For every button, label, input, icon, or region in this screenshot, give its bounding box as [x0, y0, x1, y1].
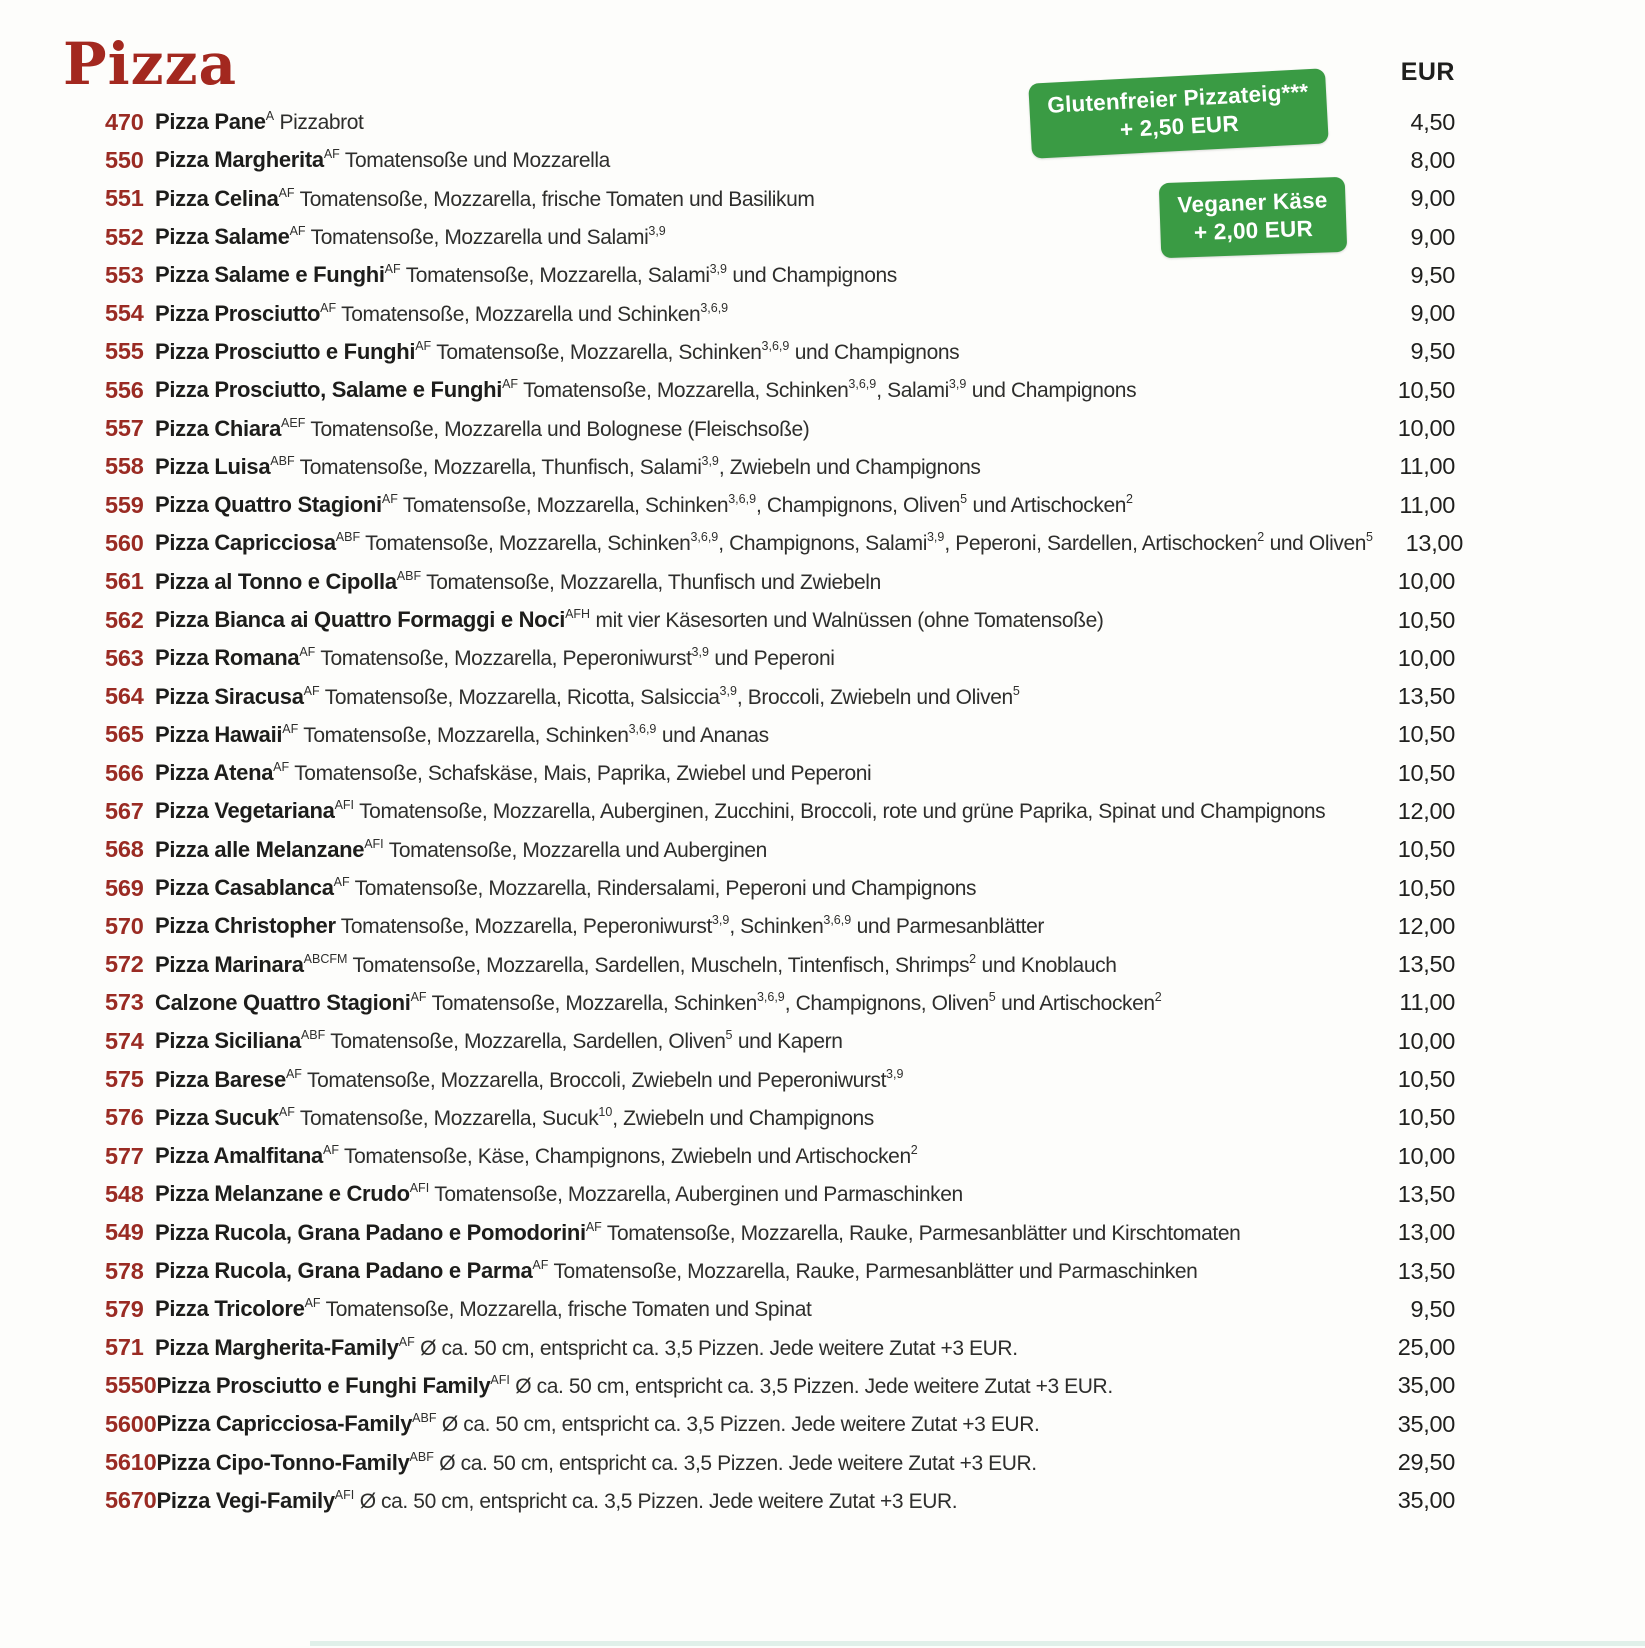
item-text	[155, 1143, 1365, 1169]
additive-code: 5	[988, 989, 996, 1004]
allergen-code: ABF	[409, 1449, 434, 1464]
item-name: Pizza Capricciosa-Family	[156, 1411, 413, 1437]
allergen-code: AF	[410, 989, 427, 1004]
item-name: Pizza Casablanca	[155, 875, 334, 901]
item-number: 570	[105, 912, 144, 939]
additive-code: 2	[1126, 492, 1133, 507]
item-name: Calzone Quattro Stagioni	[155, 989, 411, 1015]
item-text	[156, 1488, 1365, 1514]
menu-item-row	[105, 1060, 1455, 1098]
menu-item-row	[105, 103, 1455, 141]
menu-item-row	[105, 563, 1455, 601]
item-description: Tomatensoße, Mozzarella und Schinken$^{3,6,9}$	[341, 300, 729, 326]
item-description: Tomatensoße, Mozzarella, frische Tomaten und Spinat	[325, 1298, 812, 1322]
item-text	[155, 262, 1365, 288]
additive-code: 3,6,9	[848, 377, 877, 392]
item-price: 9,00	[1410, 185, 1455, 212]
allergen-code: AF	[282, 721, 299, 736]
item-text	[156, 1373, 1365, 1399]
item-name: Pizza Rucola, Grana Padano e Parma	[155, 1258, 533, 1284]
item-text	[155, 339, 1365, 365]
item-name: Pizza Vegetariana	[155, 798, 335, 824]
menu-item-row	[105, 180, 1455, 218]
additive-code: 3,9	[648, 224, 666, 239]
item-price: 35,00	[1397, 1487, 1455, 1514]
item-name: Pizza Amalfitana	[155, 1143, 323, 1169]
item-description: Tomatensoße, Schafskäse, Mais, Paprika, Zwiebel und Peperoni	[294, 762, 872, 786]
item-name: Pizza Vegi-Family	[156, 1487, 335, 1513]
additive-code: 3,6,9	[728, 492, 757, 507]
menu-item-row	[105, 141, 1455, 179]
additive-code: 2	[910, 1143, 918, 1158]
item-description: Tomatensoße, Mozzarella, Sucuk$^{10}$, Zwiebeln und Champignons	[299, 1104, 874, 1130]
item-number: 549	[105, 1219, 144, 1246]
item-price: 13,50	[1397, 1257, 1455, 1284]
item-text	[155, 645, 1365, 671]
item-text	[155, 837, 1365, 863]
item-name: Pizza Hawaii	[155, 721, 283, 747]
item-price: 10,50	[1397, 721, 1455, 748]
menu-item-row	[105, 1367, 1455, 1405]
menu-item-row	[105, 1022, 1455, 1060]
allergen-code: AFI	[334, 798, 355, 813]
currency-column-header: EUR	[1400, 58, 1455, 86]
additive-code: 5	[1366, 530, 1373, 545]
additive-code: 3,9	[711, 913, 730, 928]
menu-item-row	[105, 1405, 1455, 1443]
item-description: Tomatensoße, Mozzarella, Schinken$^{3,6,9}$ und Ananas	[303, 721, 769, 747]
item-text	[155, 454, 1365, 480]
item-number: 574	[105, 1027, 144, 1054]
allergen-code: AFI	[490, 1372, 510, 1387]
additive-code: 3,9	[701, 453, 719, 468]
additive-code: 3,6,9	[823, 913, 852, 928]
item-price: 13,50	[1397, 683, 1455, 710]
allergen-code: A	[265, 109, 275, 124]
item-number: 554	[105, 300, 144, 327]
item-text	[155, 224, 1365, 250]
additive-code: 3,6,9	[700, 300, 729, 315]
menu-item-row	[105, 409, 1455, 447]
allergen-code: AF	[398, 1334, 415, 1349]
additive-code: 3,9	[886, 1066, 904, 1081]
item-text	[156, 1411, 1365, 1437]
allergen-code: AF	[323, 1143, 339, 1158]
item-description: Tomatensoße, Mozzarella, Auberginen und Parmaschinken	[434, 1183, 963, 1207]
additive-code: 3,6,9	[761, 338, 790, 353]
item-number: 569	[105, 874, 144, 901]
page-title: Pizza	[63, 30, 238, 98]
allergen-code: AFI	[334, 1487, 355, 1502]
item-price: 13,00	[1405, 529, 1463, 556]
menu-item-row	[105, 1290, 1455, 1328]
item-price: 8,00	[1410, 146, 1455, 173]
item-number: 577	[105, 1142, 144, 1169]
item-name: Pizza Capricciosa	[155, 530, 336, 556]
additive-code: 3,9	[719, 683, 737, 698]
item-name: Pizza Barese	[155, 1066, 286, 1092]
item-number: 576	[105, 1104, 144, 1131]
allergen-code: AF	[532, 1258, 549, 1273]
item-text	[155, 1258, 1365, 1284]
item-price: 11,00	[1399, 989, 1455, 1016]
menu-item-row	[105, 1137, 1455, 1175]
item-description: Tomatensoße, Mozzarella und Salami$^{3,9}$	[310, 224, 666, 250]
item-text	[155, 875, 1365, 901]
item-name: Pizza Pane	[155, 109, 266, 135]
item-price: 9,50	[1410, 338, 1455, 365]
item-name: Pizza Rucola, Grana Padano e Pomodorini	[155, 1219, 586, 1245]
menu-item-row	[105, 754, 1455, 792]
item-number: 562	[105, 606, 144, 633]
item-price: 10,50	[1397, 874, 1455, 901]
item-text	[155, 1028, 1365, 1054]
item-text	[155, 798, 1365, 824]
item-description: Tomatensoße, Mozzarella, Rauke, Parmesanblätter und Kirschtomaten	[606, 1221, 1241, 1245]
item-number: 563	[105, 644, 144, 671]
item-number: 579	[105, 1295, 144, 1322]
item-price: 10,00	[1397, 1142, 1455, 1169]
menu-item-row	[105, 907, 1455, 945]
item-description: Tomatensoße, Mozzarella und Auberginen	[388, 838, 767, 862]
item-price: 9,50	[1410, 1295, 1455, 1322]
item-price: 10,50	[1397, 376, 1455, 403]
item-price: 10,50	[1397, 836, 1455, 863]
menu-item-row	[105, 1252, 1455, 1290]
allergen-code: ABF	[396, 568, 422, 583]
item-text	[155, 416, 1365, 442]
menu-item-row	[105, 869, 1455, 907]
item-text	[155, 607, 1365, 633]
additive-code: 5	[1012, 683, 1020, 698]
item-text	[155, 569, 1365, 595]
menu-item-row	[105, 792, 1455, 830]
item-price: 9,00	[1410, 300, 1455, 327]
item-description: Tomatensoße, Mozzarella, Salami$^{3,9}$ und Champignons	[405, 262, 897, 288]
item-description: Tomatensoße, Mozzarella, Peperoniwurst$^{3,9}$ und Peperoni	[320, 645, 835, 671]
item-description: Tomatensoße, Mozzarella, Ricotta, Salsiccia$^{3,9}$, Broccoli, Zwiebeln und Oliven$^5$	[324, 683, 1020, 709]
item-number: 548	[105, 1180, 144, 1207]
menu-item-row	[105, 333, 1455, 371]
item-price: 10,00	[1397, 415, 1455, 442]
allergen-code: AF	[585, 1219, 602, 1234]
item-text	[155, 530, 1373, 556]
item-name: Pizza al Tonno e Cipolla	[155, 568, 397, 594]
item-price: 29,50	[1397, 1449, 1455, 1476]
item-number: 578	[105, 1257, 144, 1284]
item-text	[155, 913, 1365, 939]
menu-item-row	[105, 677, 1455, 715]
item-text	[155, 1105, 1365, 1131]
item-description: Ø ca. 50 cm, entspricht ca. 3,5 Pizzen. Jede weitere Zutat +3 EUR.	[420, 1336, 1018, 1360]
item-text	[155, 990, 1365, 1016]
item-description: Ø ca. 50 cm, entspricht ca. 3,5 Pizzen. Jede weitere Zutat +3 EUR.	[441, 1413, 1040, 1437]
additive-code: 5	[960, 492, 968, 507]
allergen-code: ABF	[300, 1028, 326, 1043]
additive-code: 3,9	[691, 645, 709, 660]
menu-item-row	[105, 294, 1455, 332]
item-text	[155, 722, 1365, 748]
item-text	[156, 1450, 1365, 1476]
item-price: 12,00	[1397, 912, 1455, 939]
item-text	[155, 952, 1365, 978]
item-description: Pizzabrot	[279, 111, 364, 135]
menu-item-row	[105, 256, 1455, 294]
item-number: 550	[105, 146, 144, 173]
item-description: Tomatensoße, Mozzarella, frische Tomaten und Basilikum	[299, 187, 815, 211]
item-name: Pizza Luisa	[155, 453, 271, 479]
item-name: Pizza Salame e Funghi	[155, 262, 385, 288]
item-text	[155, 1181, 1365, 1207]
scan-edge-artifact	[310, 1641, 1645, 1646]
item-name: Pizza Christopher	[155, 913, 336, 939]
item-description: Tomatensoße, Käse, Champignons, Zwiebeln und Artischocken$^2$	[344, 1143, 918, 1169]
menu-item-row	[105, 984, 1455, 1022]
item-name: Pizza Celina	[155, 185, 279, 211]
item-price: 13,50	[1397, 951, 1455, 978]
item-number: 5670	[105, 1487, 157, 1514]
item-description: Tomatensoße, Mozzarella, Auberginen, Zucchini, Broccoli, rote und grüne Paprika, Spinat und Champignons	[359, 800, 1326, 824]
item-description: Tomatensoße, Mozzarella, Thunfisch, Salami$^{3,9}$, Zwiebeln und Champignons	[299, 453, 981, 479]
item-price: 35,00	[1397, 1372, 1455, 1399]
item-number: 566	[105, 759, 144, 786]
item-description: Tomatensoße, Mozzarella, Rauke, Parmesanblätter und Parmaschinken	[553, 1260, 1198, 1284]
item-name: Pizza Tricolore	[155, 1296, 305, 1322]
badge-line: Veganer Käse	[1177, 187, 1328, 218]
item-text	[155, 1067, 1365, 1093]
item-name: Pizza Margherita	[155, 147, 324, 173]
menu-item-row	[105, 1443, 1455, 1481]
item-text	[155, 377, 1365, 403]
item-number: 551	[105, 185, 144, 212]
menu-item-row	[105, 1214, 1455, 1252]
item-number: 561	[105, 568, 144, 595]
item-price: 10,00	[1397, 644, 1455, 671]
item-description: Tomatensoße, Mozzarella, Rindersalami, Peperoni und Champignons	[354, 877, 977, 901]
item-price: 10,00	[1397, 1027, 1455, 1054]
item-name: Pizza Bianca ai Quattro Formaggi e Noci	[155, 607, 566, 632]
item-description: Tomatensoße, Mozzarella, Sardellen, Muscheln, Tintenfisch, Shrimps$^2$ und Knoblauch	[352, 951, 1117, 977]
item-description: Tomatensoße, Mozzarella, Schinken$^{3,6,9}$, Champignons, Oliven$^5$ und Artischocken$^2$	[402, 492, 1133, 518]
item-name: Pizza Siracusa	[155, 683, 304, 709]
allergen-code: AFI	[364, 836, 384, 851]
item-description: Tomatensoße, Mozzarella, Schinken$^{3,6,9}$, Salami$^{3,9}$ und Champignons	[523, 377, 1137, 403]
menu-item-row	[105, 946, 1455, 984]
allergen-code: AF	[299, 645, 316, 660]
badge-line: + 2,00 EUR	[1193, 215, 1314, 246]
menu-item-row	[105, 831, 1455, 869]
allergen-code: AF	[333, 875, 350, 890]
item-price: 35,00	[1397, 1410, 1455, 1437]
allergen-code: AF	[278, 185, 295, 200]
item-number: 553	[105, 261, 144, 288]
item-description: Tomatensoße, Mozzarella und Bolognese (Fleischsoße)	[310, 417, 810, 441]
additive-code: 3,6,9	[756, 989, 785, 1004]
item-price: 9,50	[1410, 261, 1455, 288]
item-description: Ø ca. 50 cm, entspricht ca. 3,5 Pizzen. Jede weitere Zutat +3 EUR.	[515, 1374, 1113, 1398]
item-price: 11,00	[1399, 491, 1455, 518]
allergen-code: AFI	[409, 1181, 430, 1196]
item-text	[155, 1335, 1365, 1361]
menu-list	[105, 103, 1463, 1520]
item-number: 470	[105, 108, 144, 135]
additive-code: 2	[1257, 530, 1265, 545]
item-number: 564	[105, 683, 144, 710]
menu-item-row	[105, 1099, 1455, 1137]
item-name: Pizza Atena	[155, 760, 274, 786]
additive-code: 3,9	[948, 377, 967, 392]
menu-item-row	[105, 601, 1455, 639]
item-name: Pizza Marinara	[155, 951, 304, 977]
allergen-code: AF	[278, 1104, 295, 1119]
allergen-code: ABF	[335, 530, 361, 545]
item-text	[155, 760, 1365, 786]
item-name: Pizza Chiara	[155, 415, 282, 441]
menu-item-row	[105, 1482, 1455, 1520]
badge-line: + 2,50 EUR	[1119, 110, 1240, 143]
allergen-code: ABF	[412, 1411, 437, 1426]
item-number: 555	[105, 338, 144, 365]
allergen-code: AF	[320, 300, 337, 315]
item-number: 565	[105, 721, 144, 748]
item-price: 12,00	[1397, 797, 1455, 824]
item-name: Pizza Cipo-Tonno-Family	[156, 1449, 410, 1475]
item-price: 25,00	[1397, 1334, 1455, 1361]
item-description: Tomatensoße, Mozzarella, Thunfisch und Zwiebeln	[426, 570, 881, 594]
item-price: 10,50	[1397, 606, 1455, 633]
menu-item-row	[105, 371, 1455, 409]
allergen-code: AF	[273, 760, 290, 775]
item-price: 13,50	[1397, 1180, 1455, 1207]
item-description: Tomatensoße, Mozzarella, Broccoli, Zwiebeln und Peperoniwurst$^{3,9}$	[306, 1066, 904, 1092]
item-number: 552	[105, 223, 144, 250]
item-name: Pizza Melanzane e Crudo	[155, 1181, 410, 1207]
menu-item-row	[105, 486, 1455, 524]
item-price: 10,50	[1397, 759, 1455, 786]
allergen-code: ABCFM	[303, 951, 348, 966]
item-number: 560	[105, 529, 144, 556]
additive-code: 3,9	[926, 530, 945, 545]
allergen-code: AF	[323, 147, 340, 162]
item-price: 10,00	[1397, 568, 1455, 595]
item-text	[155, 492, 1365, 518]
item-name: Pizza Salame	[155, 224, 290, 250]
item-number: 575	[105, 1066, 144, 1093]
item-text	[155, 301, 1365, 327]
item-number: 571	[105, 1334, 144, 1361]
item-name: Pizza Siciliana	[155, 1028, 301, 1054]
item-price: 4,50	[1410, 108, 1455, 135]
menu-item-row	[105, 716, 1455, 754]
item-description: Tomatensoße, Mozzarella, Schinken$^{3,6,9}$ und Champignons	[436, 338, 960, 364]
item-description: Tomatensoße und Mozzarella	[344, 149, 610, 173]
allergen-code: AF	[289, 224, 306, 239]
menu-item-row	[105, 1329, 1455, 1367]
allergen-code: AFH	[565, 607, 591, 621]
item-number: 572	[105, 951, 144, 978]
item-number: 556	[105, 376, 144, 403]
item-description: Tomatensoße, Mozzarella, Sardellen, Oliven$^5$ und Kapern	[330, 1028, 843, 1054]
item-price: 13,00	[1397, 1219, 1455, 1246]
item-description: mit vier Käsesorten und Walnüssen (ohne Tomatensoße)	[595, 609, 1104, 632]
item-name: Pizza Prosciutto e Funghi	[155, 338, 416, 364]
menu-item-row	[105, 1175, 1455, 1213]
item-text	[155, 186, 1365, 212]
item-number: 573	[105, 989, 144, 1016]
allergen-code: AF	[381, 492, 398, 507]
additive-code: 10	[598, 1104, 613, 1119]
item-number: 568	[105, 836, 144, 863]
item-text	[155, 1220, 1365, 1246]
item-description: Ø ca. 50 cm, entspricht ca. 3,5 Pizzen. Jede weitere Zutat +3 EUR.	[439, 1451, 1037, 1475]
item-text	[155, 147, 1365, 173]
menu-item-row	[105, 218, 1455, 256]
item-number: 5610	[105, 1449, 157, 1476]
allergen-code: ABF	[270, 453, 295, 468]
item-number: 558	[105, 453, 144, 480]
item-name: Pizza Prosciutto e Funghi Family	[156, 1372, 491, 1398]
item-price: 10,50	[1397, 1066, 1455, 1093]
item-description: Ø ca. 50 cm, entspricht ca. 3,5 Pizzen. Jede weitere Zutat +3 EUR.	[359, 1489, 958, 1513]
item-text	[155, 684, 1365, 710]
item-price: 10,50	[1397, 1104, 1455, 1131]
item-price: 9,00	[1410, 223, 1455, 250]
item-name: Pizza Romana	[155, 645, 300, 671]
allergen-code: AEF	[281, 415, 306, 430]
allergen-code: AF	[304, 1296, 321, 1311]
item-text	[155, 109, 1365, 135]
item-number: 5550	[105, 1372, 157, 1399]
menu-item-row	[105, 639, 1455, 677]
additive-code: 3,6,9	[690, 530, 719, 545]
additive-code: 3,6,9	[628, 721, 657, 736]
item-name: Pizza Prosciutto	[155, 300, 321, 326]
item-description: Tomatensoße, Mozzarella, Schinken$^{3,6,9}$, Champignons, Salami$^{3,9}$, Peperoni, Sardellen, Artischocken$^2$ und Oliven$^5$	[365, 530, 1373, 556]
item-number: 559	[105, 491, 144, 518]
item-number: 5600	[105, 1410, 157, 1437]
additive-code: 2	[969, 951, 977, 966]
item-text	[155, 1296, 1365, 1322]
allergen-code: AF	[303, 683, 320, 698]
item-description: Tomatensoße, Mozzarella, Schinken$^{3,6,9}$, Champignons, Oliven$^5$ und Artischocken$^2$	[431, 989, 1162, 1015]
item-name: Pizza Margherita-Family	[155, 1334, 399, 1360]
additive-code: 5	[725, 1028, 733, 1043]
item-name: Pizza Sucuk	[155, 1104, 279, 1130]
allergen-code: AF	[502, 377, 519, 392]
item-number: 567	[105, 797, 144, 824]
additive-code: 3,9	[709, 262, 727, 277]
item-description: Tomatensoße, Mozzarella, Peperoniwurst$^{3,9}$, Schinken$^{3,6,9}$ und Parmesanblätter	[340, 913, 1044, 939]
item-name: Pizza Quattro Stagioni	[155, 492, 382, 518]
item-name: Pizza Prosciutto, Salame e Funghi	[155, 377, 503, 403]
badge-line: Glutenfreier Pizzateig***	[1046, 79, 1310, 118]
item-price: 11,00	[1399, 453, 1455, 480]
allergen-code: AF	[415, 338, 432, 353]
allergen-code: AF	[384, 262, 401, 277]
menu-item-row	[105, 448, 1455, 486]
menu-item-row	[105, 524, 1463, 562]
item-name: Pizza alle Melanzane	[155, 836, 365, 862]
additive-code: 2	[1154, 989, 1162, 1004]
item-number: 557	[105, 415, 144, 442]
allergen-code: AF	[285, 1066, 302, 1081]
